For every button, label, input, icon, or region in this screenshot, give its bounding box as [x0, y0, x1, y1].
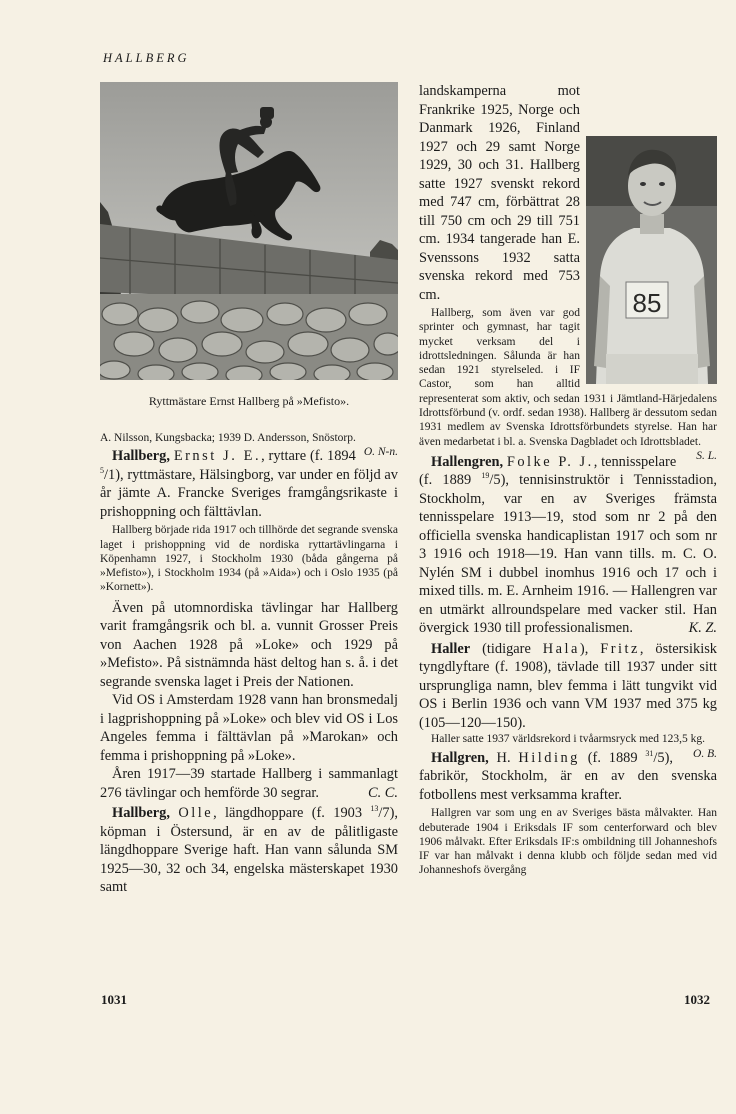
entry-text: Hallberg, som även var god sprinter och gymnast, har tagit mycket verksam del i idrottsledningen. Sålunda är han sedan 1921 styrelseled. i IF Castor, som han alltid representerat som aktiv, och sedan 1931 i Jämtland-Härjedalens Idrottsförbund (v. ordf. sedan 1938). Hallberg är dessutom sedan 1931 medlem av Svenska Idrottsförbundets styrelse. Han har även medarbetat i bl. a. Svenska Dagbladet och Idrottsbladet. [419, 307, 717, 448]
date-sup: 31 [645, 748, 654, 758]
entry-fritz-haller [419, 640, 717, 733]
runner-portrait-photo [586, 136, 717, 384]
signature: O. B. [693, 747, 717, 760]
entry-headword: Hallengren, [431, 453, 504, 470]
entry-olle-hallberg [100, 804, 398, 897]
entry-name: Hilding [518, 749, 580, 766]
entry-ernst-para4 [100, 765, 398, 802]
photo-caption: Ryttmästare Ernst Hallberg på »Mefisto». [148, 394, 350, 408]
entry-ernst-small: Hallberg började rida 1917 och tillhörde det segrande svenska laget i prishoppning vid de nordiska ryttartävlingarna i Köpenhamn 1927, i Stockholm 1930 (båda gångerna på »Mefisto»), i Stockholm 1934 (på »Aida») och i Oslo 1935 (på »Kornett»). [100, 524, 398, 594]
signature: O. N-n. [363, 446, 398, 459]
entry-name: Olle [178, 805, 214, 822]
entry-ernst-hallberg [100, 447, 398, 521]
entry-text: ), [579, 640, 601, 657]
running-head: HALLBERG [103, 51, 190, 65]
entry-hilding-hallgren [419, 749, 717, 805]
signature: K. Z. [688, 620, 717, 637]
signature: S. L. [696, 449, 717, 462]
entry-name: Ernst J. E. [173, 448, 262, 465]
entry-former-name: Hala [542, 640, 580, 657]
entry-text: /5), fabrikör, Stockholm, är en av den svenska fotbollens mest verksamma krafter. [419, 749, 717, 803]
entry-text: /5), tennisinstruktör i Tennisstadion, Stockholm, var en av Sveriges främsta tennisspelare 1913—19, stod som nr 2 på den officiella svenska handicaplistan 1917 och som nr 3 1916 och 1918—19. Han vann tills. m. C. O. Nylén SM i dubbel inomhus 1916 och 17 och i mixed tills. m. E. Arnheim 1916. — Hallengren var en utmärkt allroundspelare med vacker stil. Han övergick 1930 till professionalismen. [419, 472, 717, 637]
entry-headword: Hallberg, [112, 448, 170, 465]
right-column [419, 82, 717, 878]
prev-entry-text: A. Nilsson, Kungsbacka; 1939 D. Andersson, Snöstorp. [100, 432, 356, 444]
page-number-left: 1031 [101, 992, 127, 1007]
entry-folke-hallengren [419, 453, 717, 638]
entry-ernst-para2: Även på utomnordiska tävlingar har Hallberg varit framgångsrik och bl. a. vunnit Grosser Preis von Aachen 1928 på »Loke» och 1929 på »Mefisto». På sistnämnda häst deltog han s. å. i det segrande svenska laget i Preis der Nationen. [100, 599, 398, 690]
page-number-right: 1032 [684, 992, 710, 1007]
left-column [100, 82, 398, 897]
entry-name: Folke P. J. [506, 453, 594, 470]
entry-ernst-para3: Vid OS i Amsterdam 1928 vann han bronsmedalj i lagprishoppning på »Loke» och blev vid OS i Los Angeles femma i fälttävlan på »Marokan» och femma i prishoppning på »Loke». [100, 692, 398, 764]
horse-jump-photo [100, 82, 398, 380]
entry-olle-continued [419, 82, 717, 318]
date-sup: 5 [100, 466, 104, 475]
date-sup: 13 [370, 804, 379, 814]
entry-text: H. [488, 749, 519, 766]
entry-text: (tidigare [470, 640, 543, 657]
date-sup: 19 [481, 471, 490, 481]
entry-intro: , ryttare (f. 1894 [261, 448, 356, 465]
entry-text: /7), köpman i Östersund, är en av de pålitligaste längdhoppare Sverige haft. Han vann sålunda SM 1925—30, 32 och 34, engelska mästerskapet 1930 samt [100, 805, 398, 896]
entry-text: landskamperna mot Frankrike 1925, Norge och Danmark 1926, Finland 1927 och 29 samt Norge 1929, 30 och 31. Hallberg satte 1927 svenskt rekord med 747 cm, förbättrat 28 till 750 cm och 29 till 751 cm. 1934 tangerade han E. Svenssons 1932 satta svenska rekord med 753 cm. [419, 83, 580, 303]
entry-text: Åren 1917—39 startade Hallberg i sammanlagt 276 tävlingar och hemförde 30 segrar. [100, 766, 398, 801]
entry-intro: , längdhoppare (f. 1903 [213, 805, 363, 822]
entry-intro: (f. 1889 [579, 749, 638, 766]
entry-headword: Hallgren, [431, 749, 489, 766]
runner-bib-number: 85 [632, 288, 662, 318]
entry-hilding-small: Hallgren var som ung en av Sveriges bästa målvakter. Han debuterade 1904 i Eriksdals IF som centerforward och blev 1906 målvakt. Efter Eriksdals IF:s ombildning till Johanneshofs IF var han målvakt i denna klubb och följde sedan med vid Johanneshofs övergång [419, 807, 717, 877]
entry-text: Haller satte 1937 världsrekord i tvåarmsryck med 123,5 kg. [431, 733, 706, 746]
entry-headword: Haller [431, 640, 471, 657]
entry-text: /1), ryttmästare, Hälsingborg, var under en följd av år jämte A. Francke Sveriges framgångsrikaste i prishoppning och fälttävlan. [100, 466, 398, 520]
entry-text: , östersikisk tyngdlyftare (f. 1908), tävlade till 1937 under sitt ursprungliga namn, blev femma i lätt tungvikt vid OS i Berlin 1936 och vann VM 1937 med 375 kg (105—120—150). [419, 640, 717, 731]
entry-name: Fritz [600, 640, 640, 657]
entry-headword: Hallberg, [112, 805, 170, 822]
signature: C. C. [368, 784, 398, 801]
entry-intro: , tennisspelare (f. 1889 [419, 453, 677, 489]
